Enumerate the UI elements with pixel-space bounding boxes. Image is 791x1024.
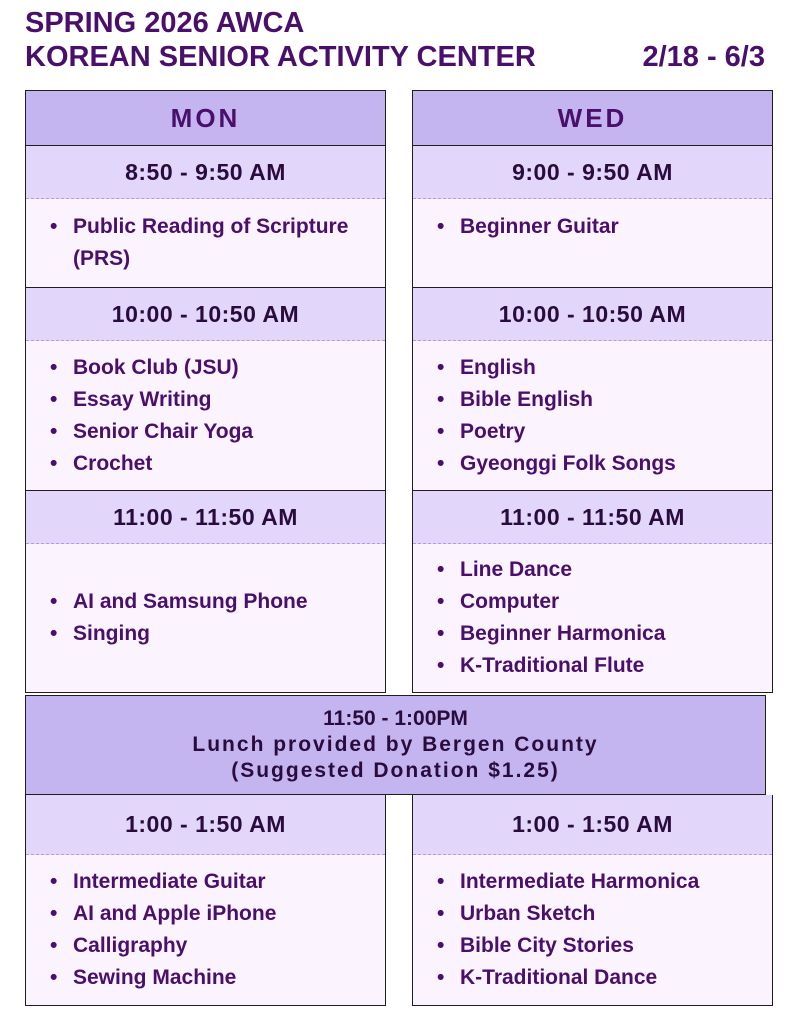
wednesday-afternoon — [412, 795, 773, 1006]
time-slot — [26, 146, 385, 287]
slot-activities — [26, 199, 385, 287]
time-slot — [26, 795, 385, 1005]
activity-item: • Line Dance — [437, 554, 766, 586]
day-header-mon: MON — [26, 91, 385, 146]
slot-time: 1:00 - 1:50 AM — [413, 795, 772, 855]
day-header-wed: WED — [413, 91, 772, 146]
center-name: KOREAN SENIOR ACTIVITY CENTER — [25, 41, 536, 73]
page-title: SPRING 2026 AWCA — [25, 7, 305, 39]
activity-item: • AI and Apple iPhone — [50, 898, 379, 930]
activity-item: • Book Club (JSU) — [50, 352, 379, 384]
time-slot — [413, 146, 772, 287]
activity-item: • K-Traditional Flute — [437, 650, 766, 682]
activity-item: • Beginner Harmonica — [437, 618, 766, 650]
activity-item: • Senior Chair Yoga — [50, 416, 379, 448]
slot-activities — [413, 199, 772, 287]
activity-item: • Bible City Stories — [437, 930, 766, 962]
slot-time: 9:00 - 9:50 AM — [413, 146, 772, 199]
slot-activities — [413, 855, 772, 1005]
slot-activities — [26, 544, 385, 692]
activity-item: • Intermediate Harmonica — [437, 866, 766, 898]
page-header — [25, 6, 765, 74]
slot-time: 10:00 - 10:50 AM — [413, 288, 772, 341]
time-slot — [26, 490, 385, 692]
slot-activities — [413, 341, 772, 490]
activity-item: • Bible English — [437, 384, 766, 416]
activity-item: • Computer — [437, 586, 766, 618]
page-subtitle-row — [25, 40, 765, 74]
activity-item: • Essay Writing — [50, 384, 379, 416]
lunch-time: 11:50 - 1:00PM — [323, 707, 468, 730]
activity-item: • AI and Samsung Phone — [50, 586, 379, 618]
slot-time: 1:00 - 1:50 AM — [26, 795, 385, 855]
activity-item: • Intermediate Guitar — [50, 866, 379, 898]
date-range: 2/18 - 6/3 — [642, 41, 765, 73]
slot-time: 11:00 - 11:50 AM — [26, 491, 385, 544]
lunch-provider: Lunch provided by Bergen County — [192, 733, 599, 756]
slot-activities — [26, 855, 385, 1005]
activity-item: • Beginner Guitar — [437, 211, 766, 243]
activity-item: • Urban Sketch — [437, 898, 766, 930]
monday-afternoon — [25, 795, 386, 1006]
lunch-donation: (Suggested Donation $1.25) — [231, 759, 560, 782]
time-slot — [413, 795, 772, 1005]
activity-item: • Gyeonggi Folk Songs — [437, 448, 766, 480]
time-slot — [413, 287, 772, 490]
monday-column — [25, 90, 386, 693]
activity-item: • K-Traditional Dance — [437, 962, 766, 994]
activity-item: • Crochet — [50, 448, 379, 480]
slot-time: 10:00 - 10:50 AM — [26, 288, 385, 341]
activity-item: • English — [437, 352, 766, 384]
lunch-banner — [25, 695, 766, 795]
wednesday-column — [412, 90, 773, 693]
activity-item: • Singing — [50, 618, 379, 650]
activity-item: • Calligraphy — [50, 930, 379, 962]
activity-item: • Public Reading of Scripture (PRS) — [50, 211, 379, 275]
time-slot — [413, 490, 772, 692]
activity-item: • Poetry — [437, 416, 766, 448]
slot-time: 8:50 - 9:50 AM — [26, 146, 385, 199]
time-slot — [26, 287, 385, 490]
slot-time: 11:00 - 11:50 AM — [413, 491, 772, 544]
slot-activities — [26, 341, 385, 490]
slot-activities — [413, 544, 772, 692]
activity-item: • Sewing Machine — [50, 962, 379, 994]
